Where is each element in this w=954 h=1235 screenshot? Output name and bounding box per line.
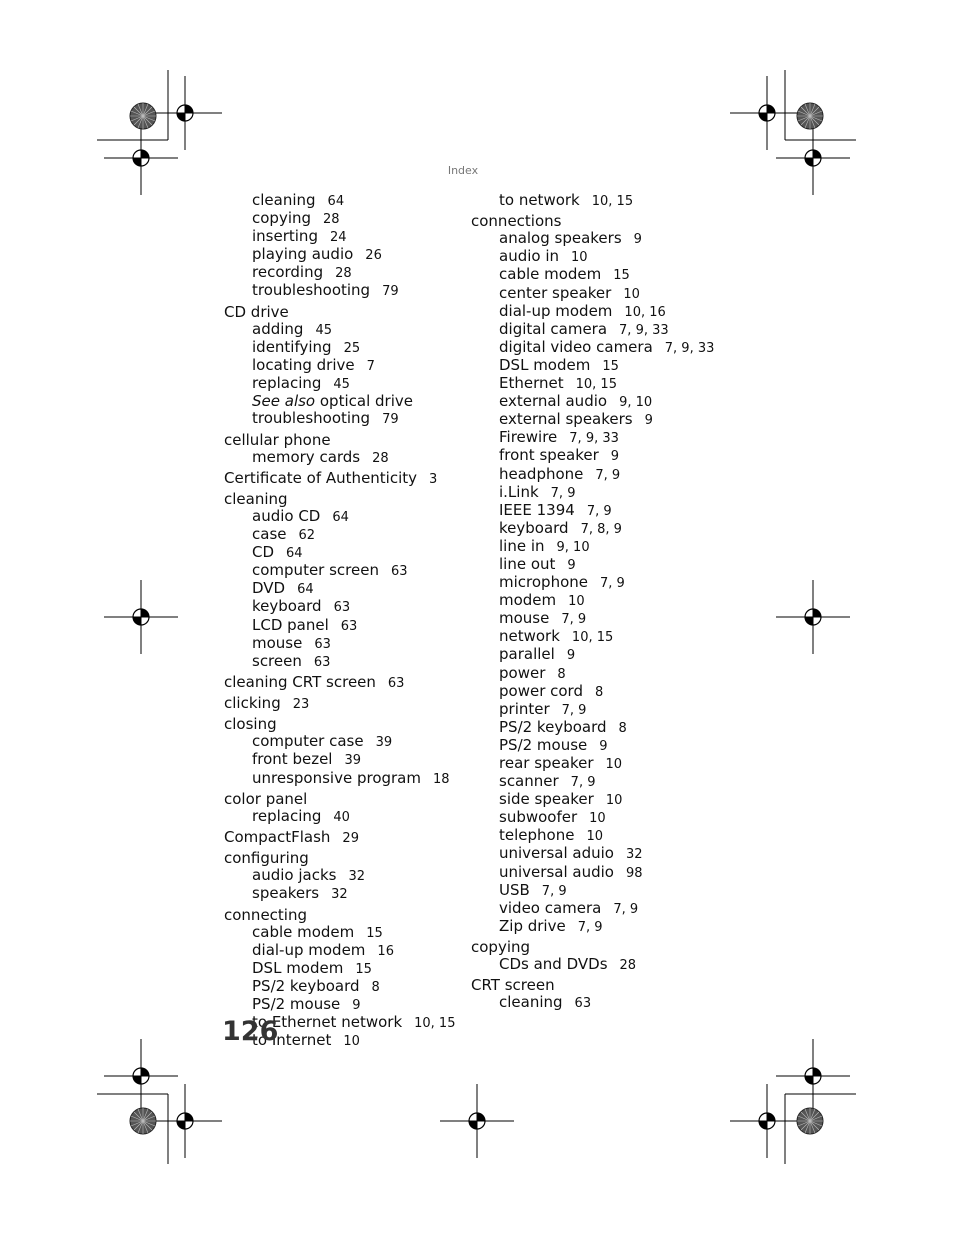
index-main-entry: [224, 716, 464, 733]
page-reference: 64: [297, 582, 314, 598]
index-term: universal audio: [499, 862, 614, 881]
index-sub-entry: [224, 393, 464, 410]
index-main-entry: [224, 907, 464, 924]
index-term: CDs and DVDs: [499, 955, 608, 974]
index-term: copying: [471, 938, 531, 957]
index-main-entry: [224, 791, 464, 808]
page-reference: 9: [566, 648, 576, 664]
index-sub-entry: [224, 635, 464, 653]
index-sub-entry: [471, 411, 721, 429]
index-term: keyboard: [252, 597, 322, 616]
index-main-entry: [224, 470, 464, 488]
index-term: rear speaker: [499, 754, 594, 772]
page-reference: 7, 9, 33: [664, 340, 715, 356]
index-sub-entry: [224, 885, 464, 903]
index-sub-entry: [224, 924, 464, 942]
page-reference: 79: [382, 284, 399, 300]
index-sub-entry: [471, 755, 721, 773]
index-sub-entry: [471, 994, 721, 1012]
page-reference: 8: [371, 979, 380, 995]
index-term: cleaning CRT screen: [224, 673, 376, 691]
registration-mark: [104, 1039, 178, 1113]
index-sub-entry: [471, 646, 721, 664]
running-header: Index: [447, 164, 479, 177]
index-sub-entry: [471, 429, 721, 447]
index-term: telephone: [499, 826, 575, 845]
registration-mark: [440, 1084, 514, 1158]
color-target-disk: [797, 103, 823, 129]
index-main-entry: [224, 695, 464, 713]
page-reference: 18: [432, 771, 450, 787]
page-reference: 28: [619, 958, 637, 974]
index-sub-entry: [224, 808, 464, 826]
index-term: digital video camera: [499, 337, 653, 356]
page-reference: 63: [333, 600, 351, 616]
index-term: CD: [252, 543, 275, 562]
index-term: line out: [499, 554, 556, 573]
index-term: Firewire: [499, 428, 558, 447]
index-sub-entry: [471, 303, 721, 321]
index-sub-entry: [471, 357, 721, 375]
index-term: universal aduio: [499, 844, 614, 863]
index-term: parallel: [499, 645, 555, 664]
index-sub-entry: [471, 719, 721, 737]
page-reference: 15: [602, 358, 619, 374]
index-term: replacing: [252, 806, 322, 825]
index-term: audio CD: [252, 506, 321, 525]
index-term: cleaning: [499, 993, 563, 1012]
index-term: computer case: [252, 732, 364, 751]
index-term: case: [252, 525, 287, 544]
index-term: playing audio: [252, 245, 354, 264]
index-sub-entry: [224, 210, 464, 228]
index-sub-entry: [224, 770, 464, 788]
index-sub-entry: [224, 321, 464, 339]
page-reference: 39: [344, 753, 362, 769]
index-sub-entry: [224, 264, 464, 282]
see-also-label: See also: [252, 392, 316, 411]
index-sub-entry: [471, 393, 721, 411]
index-term: Zip drive: [499, 916, 566, 935]
color-target-disk: [130, 103, 156, 129]
registration-mark: [776, 1039, 850, 1113]
index-term: power cord: [499, 681, 583, 700]
page-reference: 9: [644, 413, 653, 429]
color-target-disk: [130, 1108, 156, 1134]
page-reference: 10, 15: [575, 377, 617, 393]
index-sub-entry: [471, 773, 721, 791]
page-reference: 32: [625, 847, 643, 863]
page-reference: 62: [298, 528, 316, 544]
page-reference: 45: [333, 377, 350, 393]
index-sub-entry: [224, 282, 464, 300]
index-sub-entry: [471, 484, 721, 502]
index-term: front speaker: [499, 446, 599, 465]
index-sub-entry: [224, 942, 464, 960]
index-main-entry: [224, 850, 464, 867]
page-reference: 7, 9: [595, 467, 621, 483]
index-column-right: [471, 192, 721, 1013]
index-sub-entry: [471, 918, 721, 936]
index-sub-entry: [471, 502, 721, 520]
index-term: digital camera: [499, 319, 608, 338]
index-term: locating drive: [252, 355, 355, 374]
index-main-entry: [471, 213, 721, 230]
page-reference: 7, 9, 33: [619, 322, 669, 338]
index-term: clicking: [224, 694, 281, 713]
page-reference: 63: [313, 654, 331, 670]
index-sub-entry: [471, 882, 721, 900]
page-reference: 28: [372, 450, 389, 466]
index-term: identifying: [252, 337, 332, 356]
index-term: cleaning: [252, 191, 316, 209]
page-reference: 26: [365, 248, 382, 264]
index-sub-entry: [471, 538, 721, 556]
index-term: mouse: [252, 633, 303, 652]
index-term: dial-up modem: [499, 301, 613, 320]
page-reference: 10: [589, 811, 606, 827]
index-sub-entry: [471, 791, 721, 809]
index-term: Ethernet: [499, 374, 564, 393]
index-term: cleaning: [224, 489, 288, 508]
index-sub-entry: [471, 628, 721, 646]
index-term: closing: [224, 715, 277, 734]
page-reference: 28: [335, 266, 352, 282]
index-term: PS/2 keyboard: [252, 976, 360, 995]
page-reference: 9: [633, 232, 642, 248]
index-term: CompactFlash: [224, 828, 331, 847]
index-term: external audio: [499, 392, 608, 411]
page-reference: 9, 10: [619, 395, 653, 411]
registration-mark: [148, 76, 222, 150]
index-main-entry: [224, 674, 464, 692]
index-sub-entry: [224, 617, 464, 635]
index-main-entry: [471, 939, 721, 956]
index-sub-entry: [471, 665, 721, 683]
index-sub-entry: [471, 827, 721, 845]
page-reference: 23: [292, 697, 310, 713]
index-term: Certificate of Authenticity: [224, 468, 418, 487]
page-reference: 63: [387, 676, 405, 691]
index-term: analog speakers: [499, 229, 622, 248]
page-reference: 9: [599, 738, 608, 754]
index-sub-entry: [471, 610, 721, 628]
page-reference: 32: [331, 887, 348, 903]
index-sub-entry: [471, 447, 721, 465]
index-term: troubleshooting: [252, 409, 371, 428]
index-term: scanner: [499, 772, 559, 791]
page-reference: 10, 16: [624, 304, 666, 320]
index-term: optical drive: [315, 392, 413, 411]
page-reference: 10: [568, 594, 585, 610]
index-term: inserting: [252, 227, 318, 246]
index-sub-entry: [224, 410, 464, 428]
page-reference: 7, 9: [599, 576, 625, 592]
page-reference: 9, 10: [556, 539, 590, 555]
index-sub-entry: [471, 683, 721, 701]
page-reference: 10: [571, 250, 588, 266]
index-sub-entry: [224, 246, 464, 264]
page-reference: 40: [333, 809, 350, 825]
index-sub-entry: [224, 598, 464, 616]
index-term: connecting: [224, 905, 307, 924]
registration-mark: [730, 1084, 804, 1158]
index-term: mouse: [499, 609, 550, 628]
index-term: headphone: [499, 464, 584, 483]
index-sub-entry: [224, 449, 464, 467]
index-term: i.Link: [499, 482, 539, 501]
index-sub-entry: [471, 192, 721, 210]
index-term: CD drive: [224, 302, 289, 321]
index-sub-entry: [224, 544, 464, 562]
index-sub-entry: [224, 960, 464, 978]
page-reference: 7, 9, 33: [569, 431, 619, 447]
index-main-entry: [471, 977, 721, 994]
index-term: side speaker: [499, 790, 594, 809]
index-sub-entry: [471, 864, 721, 882]
color-target-disk: [797, 1108, 823, 1134]
index-term: keyboard: [499, 518, 569, 537]
index-sub-entry: [471, 845, 721, 863]
index-sub-entry: [471, 809, 721, 827]
index-sub-entry: [224, 508, 464, 526]
index-main-entry: [224, 432, 464, 449]
index-term: front bezel: [252, 750, 333, 769]
page-reference: 7, 9: [577, 919, 603, 935]
index-term: troubleshooting: [252, 281, 371, 300]
index-term: copying: [252, 209, 312, 228]
index-term: configuring: [224, 849, 309, 868]
index-term: IEEE 1394: [499, 500, 575, 519]
page-reference: 63: [314, 636, 331, 652]
page-reference: 7, 8, 9: [580, 521, 622, 537]
index-sub-entry: [471, 737, 721, 755]
index-sub-entry: [471, 520, 721, 538]
page-reference: 10: [586, 829, 603, 845]
page-reference: 64: [286, 546, 303, 562]
index-term: unresponsive program: [252, 768, 421, 787]
page-reference: 7, 9: [550, 485, 576, 501]
page-reference: 29: [342, 831, 359, 847]
index-term: PS/2 mouse: [499, 735, 588, 754]
index-sub-entry: [224, 357, 464, 375]
index-term: cellular phone: [224, 430, 331, 449]
page-reference: 9: [610, 449, 620, 465]
index-term: DSL modem: [499, 355, 591, 374]
page-reference: 15: [355, 961, 372, 977]
registration-mark: [730, 76, 804, 150]
page-reference: 7, 9: [570, 775, 596, 791]
index-term: center speaker: [499, 283, 612, 302]
page-reference: 8: [557, 666, 566, 682]
index-term: LCD panel: [252, 615, 329, 634]
index-term: speakers: [252, 884, 320, 903]
page-reference: 10: [343, 1034, 360, 1050]
page-reference: 10: [623, 286, 640, 302]
index-sub-entry: [224, 867, 464, 885]
index-sub-entry: [224, 375, 464, 393]
index-sub-entry: [471, 230, 721, 248]
page-reference: 63: [574, 996, 592, 1012]
page-reference: 10, 15: [414, 1016, 456, 1032]
index-term: subwoofer: [499, 808, 578, 827]
index-term: line in: [499, 536, 545, 555]
page-reference: 8: [594, 684, 604, 700]
page-reference: 7, 9: [561, 612, 587, 628]
page-reference: 39: [375, 735, 393, 751]
index-sub-entry: [224, 339, 464, 357]
page-reference: 10: [605, 757, 623, 772]
page-reference: 25: [343, 340, 361, 356]
index-term: printer: [499, 699, 550, 718]
index-sub-entry: [471, 574, 721, 592]
registration-mark: [776, 580, 850, 654]
page-reference: 98: [625, 865, 643, 881]
index-sub-entry: [471, 592, 721, 610]
page-reference: 8: [618, 720, 627, 736]
page-reference: 79: [382, 412, 399, 428]
index-sub-entry: [224, 580, 464, 598]
page-reference: 15: [613, 268, 630, 284]
index-term: DVD: [252, 579, 286, 598]
index-term: network: [499, 627, 560, 646]
index-term: to network: [499, 191, 580, 209]
index-main-entry: [224, 829, 464, 847]
page-reference: 64: [332, 509, 349, 525]
index-term: dial-up modem: [252, 940, 366, 959]
index-sub-entry: [471, 339, 721, 357]
registration-mark: [104, 580, 178, 654]
index-term: to Ethernet network: [252, 1013, 403, 1032]
page-reference: 63: [340, 618, 358, 634]
registration-mark: [104, 121, 178, 195]
page-reference: 7, 9: [541, 883, 567, 899]
index-sub-entry: [471, 321, 721, 339]
page-reference: 32: [348, 869, 365, 885]
index-term: color panel: [224, 789, 308, 808]
page-reference: 15: [366, 925, 383, 941]
index-sub-entry: [224, 228, 464, 246]
index-term: audio jacks: [252, 866, 337, 885]
index-sub-entry: [471, 266, 721, 284]
index-sub-entry: [224, 996, 464, 1014]
page-reference: 3: [429, 471, 438, 487]
index-column-left: [224, 192, 464, 1050]
index-term: cable modem: [252, 922, 355, 941]
page-reference: 10, 15: [591, 194, 634, 209]
index-main-entry: [224, 491, 464, 508]
page-reference: 9: [567, 557, 576, 573]
index-term: to Internet: [252, 1031, 332, 1050]
index-term: computer screen: [252, 561, 379, 580]
index-sub-entry: [224, 562, 464, 580]
index-sub-entry: [471, 701, 721, 719]
index-term: audio in: [499, 247, 560, 266]
index-sub-entry: [224, 192, 464, 210]
index-sub-entry: [471, 285, 721, 303]
page-reference: 63: [390, 564, 408, 580]
page-reference: 7, 9: [561, 702, 587, 718]
page-reference: 28: [323, 212, 340, 228]
index-term: replacing: [252, 374, 322, 393]
page-reference: 7: [366, 358, 375, 374]
index-term: cable modem: [499, 265, 602, 284]
index-sub-entry: [224, 653, 464, 671]
index-sub-entry: [224, 733, 464, 751]
index-sub-entry: [471, 900, 721, 918]
index-term: DSL modem: [252, 958, 344, 977]
page-reference: 10: [605, 793, 623, 809]
index-term: external speakers: [499, 410, 633, 429]
index-term: recording: [252, 263, 324, 282]
page-reference: 45: [315, 322, 332, 338]
index-term: adding: [252, 319, 304, 338]
index-term: modem: [499, 591, 557, 610]
index-sub-entry: [471, 466, 721, 484]
index-sub-entry: [224, 526, 464, 544]
index-term: microphone: [499, 573, 588, 592]
index-term: PS/2 mouse: [252, 995, 341, 1014]
page-reference: 16: [377, 943, 394, 959]
index-term: screen: [252, 651, 302, 670]
page-reference: 7, 9: [613, 901, 639, 917]
index-sub-entry: [471, 956, 721, 974]
registration-mark: [776, 121, 850, 195]
registration-mark: [148, 1084, 222, 1158]
index-term: connections: [471, 212, 562, 231]
index-sub-entry: [471, 556, 721, 574]
page-reference: 9: [352, 998, 361, 1014]
index-main-entry: [224, 304, 464, 321]
index-sub-entry: [471, 375, 721, 393]
index-term: video camera: [499, 898, 602, 917]
index-sub-entry: [224, 978, 464, 996]
page-reference: 24: [329, 230, 347, 246]
index-sub-entry: [224, 751, 464, 769]
index-term: USB: [499, 880, 530, 899]
page-reference: 7, 9: [586, 503, 612, 519]
page-reference: 64: [327, 194, 345, 209]
page-number: 126: [222, 1016, 279, 1047]
index-sub-entry: [471, 248, 721, 266]
index-term: power: [499, 663, 546, 682]
index-term: PS/2 keyboard: [499, 717, 607, 736]
index-term: memory cards: [252, 447, 361, 466]
page-reference: 10, 15: [571, 630, 614, 646]
index-term: CRT screen: [471, 976, 555, 995]
